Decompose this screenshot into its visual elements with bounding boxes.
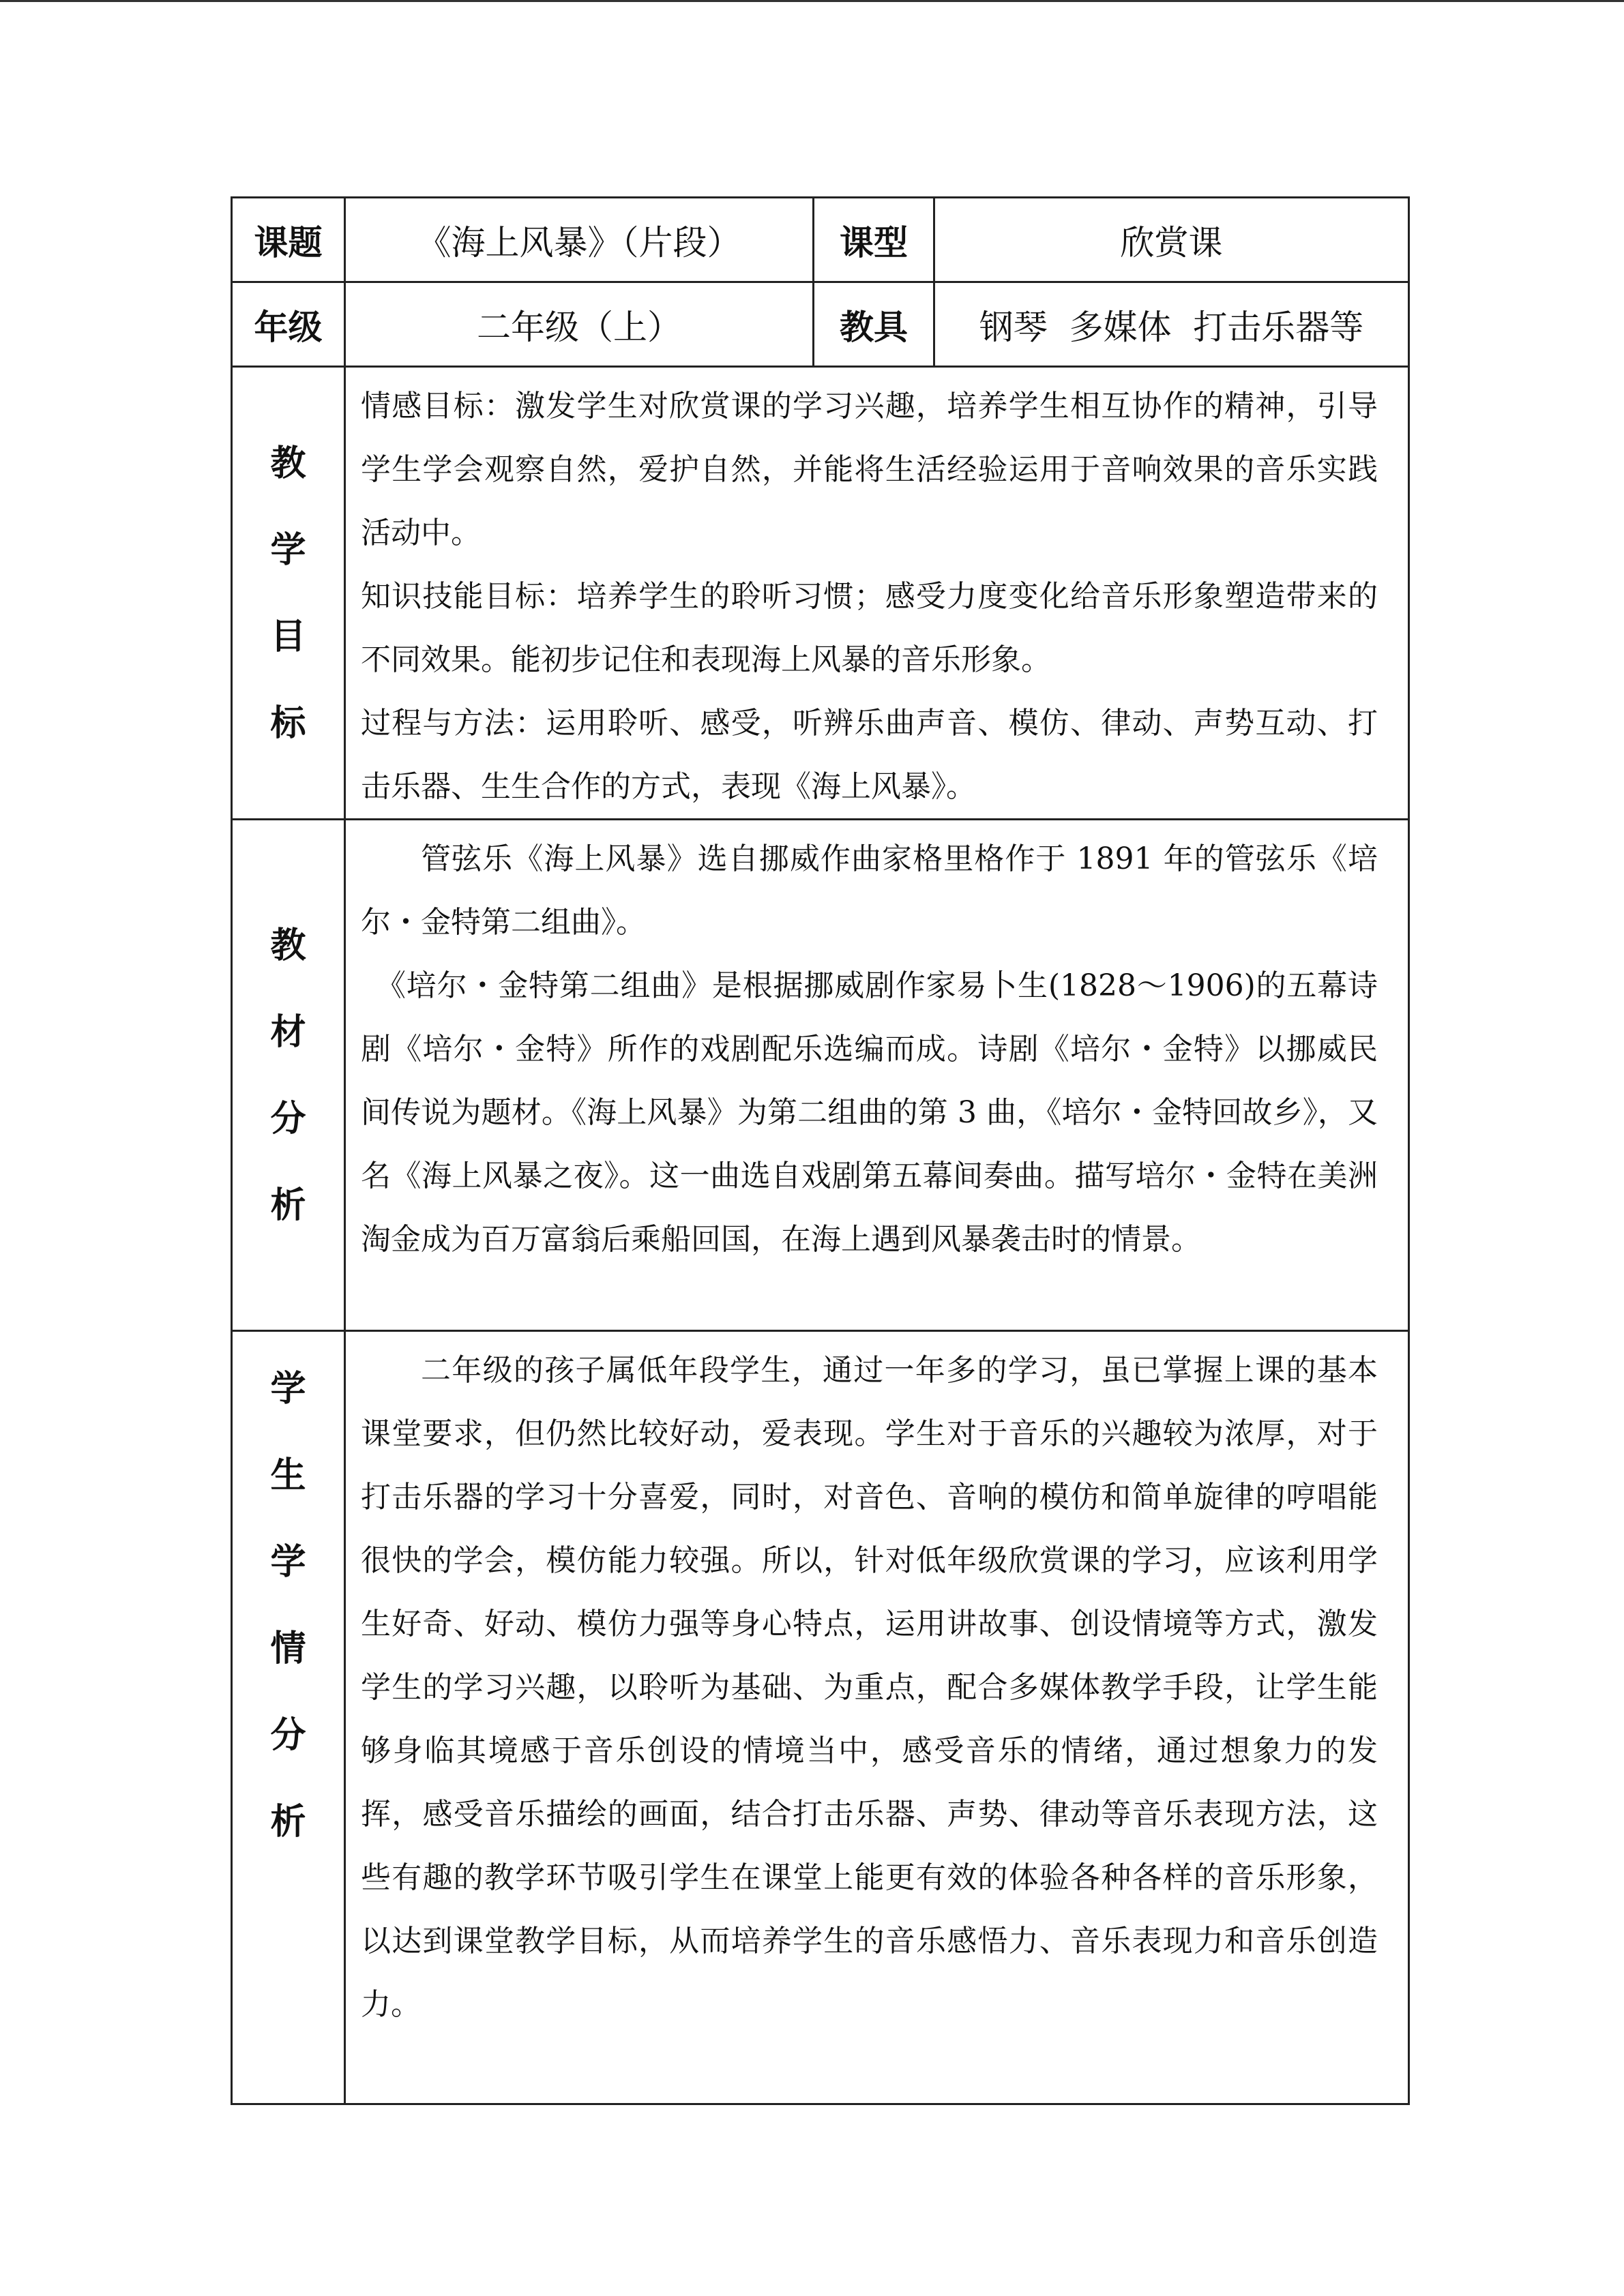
topic-label: 课题 — [232, 198, 345, 282]
material-detail-paragraph: 《培尔・金特第二组曲》是根据挪威剧作家易卜生(1828～1906)的五幕诗剧《培尔・金特》所作的戏剧配乐选编而成。诗剧《培尔・金特》以挪威民间传说为题材。《海上风暴》为第二组曲的第 3 曲，《培尔・金特回故乡》，又名《海上风暴之夜》。这一曲选自戏剧第五幕间奏曲。描写培尔・金特在美洲淘金成为百万富翁后乘船回国，在海上遇到风暴袭击时的情景。 — [361, 968, 1378, 1257]
student-label-char: 情 — [270, 1628, 306, 1669]
top-border-line — [0, 0, 1624, 2]
topic-value: 《海上风暴》（片段） — [345, 198, 814, 282]
student-analysis-row — [232, 1331, 1409, 2104]
objectives-content — [345, 367, 1409, 820]
student-label-char: 分 — [270, 1714, 306, 1756]
material-label-char: 材 — [270, 1011, 306, 1053]
material-label-char: 分 — [270, 1097, 306, 1139]
topic-row — [232, 198, 1409, 282]
lesson-type-value: 欣赏课 — [934, 198, 1409, 282]
student-label-char: 学 — [270, 1368, 306, 1410]
teaching-tools-label: 教具 — [814, 282, 934, 367]
student-label-char: 生 — [270, 1455, 306, 1496]
objectives-row — [232, 367, 1409, 820]
emotional-goal-paragraph: 情感目标：激发学生对欣赏课的学习兴趣，培养学生相互协作的精神，引导学生学会观察自然，爱护自然，并能将生活经验运用于音响效果的音乐实践活动中。 — [361, 389, 1378, 550]
material-label-char: 析 — [270, 1184, 306, 1226]
material-analysis-content — [345, 820, 1409, 1331]
material-label-char: 教 — [270, 924, 306, 966]
grade-row — [232, 282, 1409, 367]
material-analysis-label — [232, 820, 345, 1331]
objectives-label-char: 教 — [270, 442, 306, 484]
material-intro-paragraph: 管弦乐《海上风暴》选自挪威作曲家格里格作于 1891 年的管弦乐《培尔・金特第二组曲》。 — [361, 841, 1378, 940]
lesson-plan-table — [231, 196, 1410, 2105]
grade-value: 二年级（上） — [345, 282, 814, 367]
student-analysis-label — [232, 1331, 345, 2104]
student-analysis-content — [345, 1331, 1409, 2104]
lesson-type-label: 课型 — [814, 198, 934, 282]
process-method-paragraph: 过程与方法：运用聆听、感受，听辨乐曲声音、模仿、律动、声势互动、打击乐器、生生合作的方式，表现《海上风暴》。 — [361, 706, 1378, 804]
student-analysis-paragraph: 二年级的孩子属低年段学生，通过一年多的学习，虽已掌握上课的基本课堂要求，但仍然比较好动，爱表现。学生对于音乐的兴趣较为浓厚，对于打击乐器的学习十分喜爱，同时，对音色、音响的模仿和简单旋律的哼唱能很快的学会，模仿能力较强。所以，针对低年级欣赏课的学习，应该利用学生好奇、好动、模仿力强等身心特点，运用讲故事、创设情境等方式，激发学生的学习兴趣，以聆听为基础、为重点，配合多媒体教学手段，让学生能够身临其境感于音乐创设的情境当中，感受音乐的情绪，通过想象力的发挥，感受音乐描绘的画面，结合打击乐器、声势、律动等音乐表现方法，这些有趣的教学环节吸引学生在课堂上能更有效的体验各种各样的音乐形象，以达到课堂教学目标，从而培养学生的音乐感悟力、音乐表现力和音乐创造力。 — [361, 1353, 1378, 2022]
grade-label: 年级 — [232, 282, 345, 367]
skill-goal-paragraph: 知识技能目标：培养学生的聆听习惯；感受力度变化给音乐形象塑造带来的不同效果。能初步记住和表现海上风暴的音乐形象。 — [361, 579, 1378, 677]
student-label-char: 析 — [270, 1801, 306, 1843]
objectives-label — [232, 367, 345, 820]
material-analysis-row — [232, 820, 1409, 1331]
objectives-label-char: 目 — [270, 615, 306, 657]
student-label-char: 学 — [270, 1541, 306, 1583]
teaching-tools-value: 钢琴 多媒体 打击乐器等 — [934, 282, 1409, 367]
objectives-label-char: 标 — [270, 702, 306, 744]
objectives-label-char: 学 — [270, 528, 306, 571]
